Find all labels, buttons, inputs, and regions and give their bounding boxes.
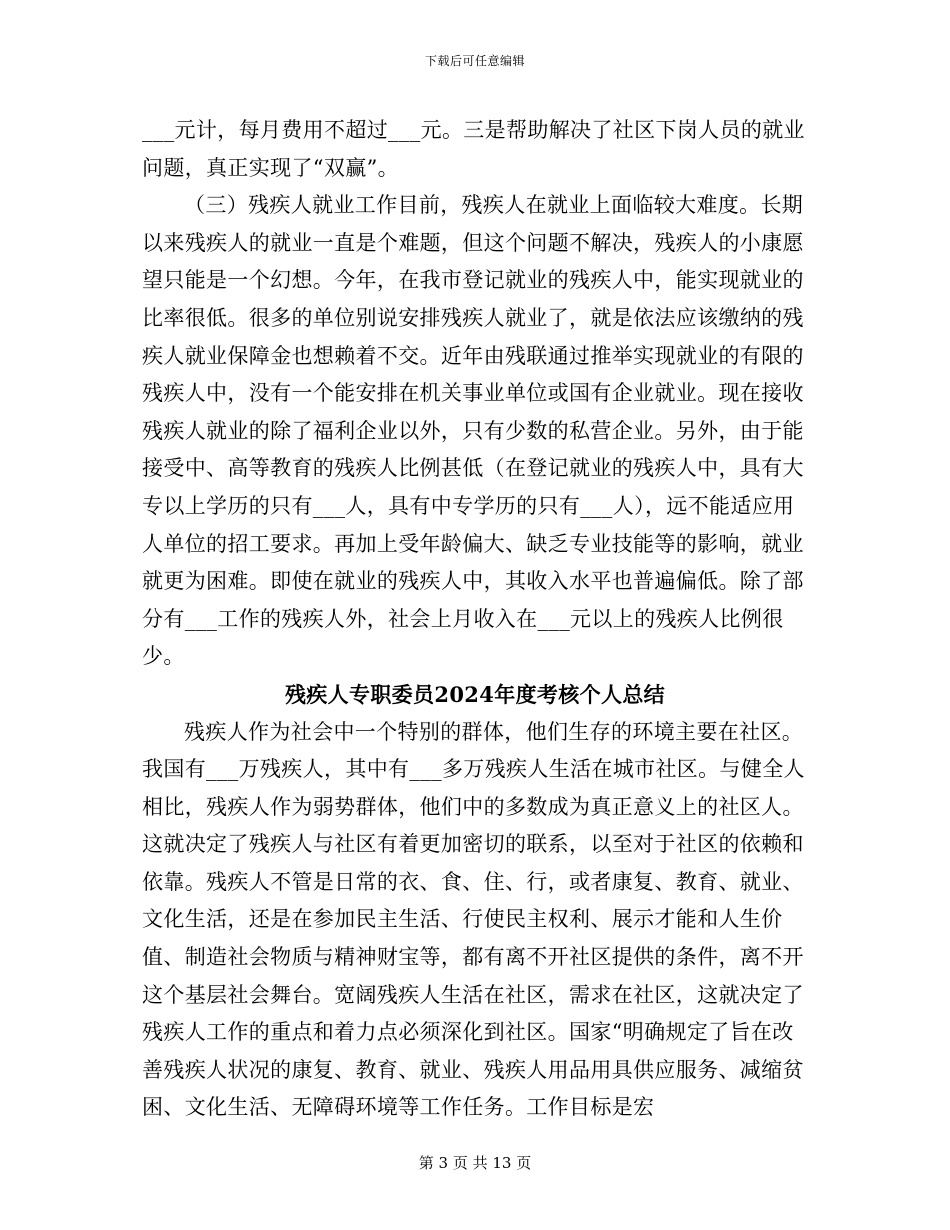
page-footer: 第 3 页 共 13 页: [418, 1154, 532, 1172]
paragraph-intro: 残疾人作为社会中一个特别的群体，他们生存的环境主要在社区。我国有___万残疾人，其中有___多万残疾人生活在城市社区。与健全人相比，残疾人作为弱势群体，他们中的多数成为真正意义上的社区人。这就决定了残疾人与社区有着更加密切的联系，以至对于社区的依赖和依靠。残疾人不管是日常的衣、食、住、行，或者康复、教育、就业、文化生活，还是在参加民主生活、行使民主权利、展示才能和人生价值、制造社会物质与精神财宝等，都有离不开社区提供的条件，离不开这个基层社会舞台。宽阔残疾人生活在社区，需求在社区，这就决定了残疾人工作的重点和着力点必须深化到社区。国家“明确规定了旨在改善残疾人状况的康复、教育、就业、残疾人用品用具供应服务、减缩贫困、文化生活、无障碍环境等工作任务。工作目标是宏: [142, 719, 805, 1120]
paragraph-continuation: ___元计，每月费用不超过___元。三是帮助解决了社区下岗人员的就业问题，真正实现了“双赢”。: [142, 118, 805, 180]
paragraph-section-3: （三）残疾人就业工作目前，残疾人在就业上面临较大难度。长期以来残疾人的就业一直是个难题，但这个问题不解决，残疾人的小康愿望只能是一个幻想。今年，在我市登记就业的残疾人中，能实现就业的比率很低。很多的单位别说安排残疾人就业了，就是依法应该缴纳的残疾人就业保障金也想赖着不交。近年由残联通过推举实现就业的有限的残疾人中，没有一个能安排在机关事业单位或国有企业就业。现在接收残疾人就业的除了福利企业以外，只有少数的私营企业。另外，由于能接受中、高等教育的残疾人比例甚低（在登记就业的残疾人中，具有大专以上学历的只有___人，具有中专学历的只有___人），远不能适应用人单位的招工要求。再加上受年龄偏大、缺乏专业技能等的影响，就业就更为困难。即使在就业的残疾人中，其收入水平也普遍偏低。除了部分有___工作的残疾人外，社会上月收入在___元以上的残疾人比例很少。: [142, 193, 804, 669]
document-body: [142, 112, 808, 1127]
page-header: 下载后可任意编辑: [424, 54, 525, 68]
document-title: 残疾人专职委员2024年度考核个人总结: [284, 681, 666, 707]
